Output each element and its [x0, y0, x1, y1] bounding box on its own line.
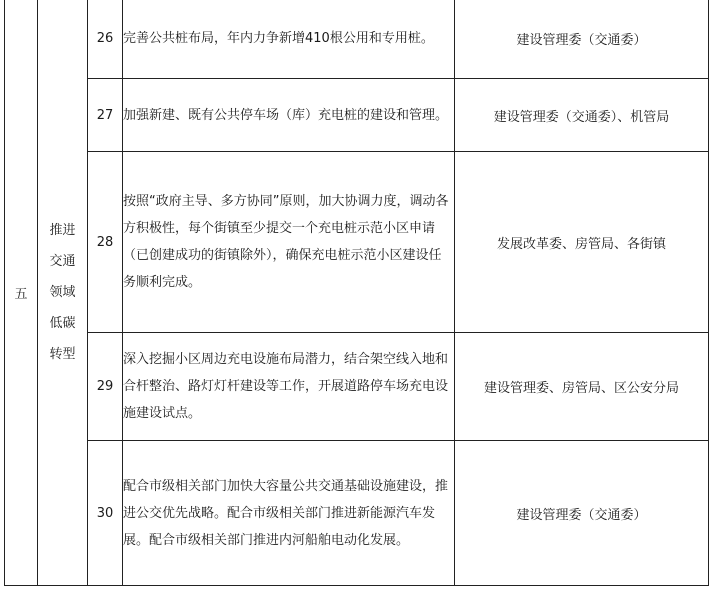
row-description-cell	[123, 79, 455, 152]
row-description-cell	[123, 152, 455, 333]
row-index-cell	[88, 0, 123, 79]
section-category: 推进交通领域低碳转型	[49, 222, 76, 362]
row-department: 发展改革委、房管局、各街镇	[496, 236, 666, 252]
row-department-cell	[455, 79, 709, 152]
row-department-cell	[455, 152, 709, 333]
row-description: 配合市级相关部门加快大容量公共交通基础设施建设，推进公交优先战略。配合市级相关部门推进新能源汽车发展。配合市级相关部门推进内河船舶电动化发展。	[123, 478, 449, 548]
table-row	[5, 441, 709, 586]
table-row	[5, 79, 709, 152]
row-department-cell	[455, 441, 709, 586]
task-table	[4, 0, 709, 586]
row-index-cell	[88, 333, 123, 441]
row-department-cell	[455, 0, 709, 79]
row-index: 28	[96, 234, 114, 250]
section-number-cell	[5, 0, 38, 586]
row-index: 29	[96, 379, 114, 394]
row-description-cell	[123, 333, 455, 441]
row-index-cell	[88, 152, 123, 333]
section-category-cell	[38, 0, 88, 586]
row-index: 30	[96, 505, 114, 521]
row-description-cell	[123, 0, 455, 79]
row-index: 26	[96, 31, 114, 46]
row-description: 完善公共桩布局，年内力争新增410根公用和专用桩。	[123, 31, 434, 46]
row-description: 按照“政府主导、多方协同”原则，加大协调力度，调动各方积极性，每个街镇至少提交一个充电桩示范小区申请（已创建成功的街镇除外），确保充电桩示范小区建设任务顺利完成。	[123, 194, 449, 290]
row-index-cell	[88, 441, 123, 586]
row-department: 建设管理委（交通委）	[516, 507, 647, 523]
row-index-cell	[88, 79, 123, 152]
row-description: 加强新建、既有公共停车场（库）充电桩的建设和管理。	[123, 107, 449, 123]
table-row	[5, 333, 709, 441]
row-department: 建设管理委（交通委）、机管局	[493, 109, 670, 125]
table-row	[5, 0, 709, 79]
row-description: 深入挖掘小区周边充电设施布局潜力，结合架空线入地和合杆整治、路灯灯杆建设等工作，开展道路停车场充电设施建设试点。	[123, 352, 449, 421]
section-number: 五	[14, 286, 28, 302]
row-department-cell	[455, 333, 709, 441]
row-department: 建设管理委（交通委）	[516, 33, 647, 48]
row-index: 27	[96, 107, 114, 123]
row-department: 建设管理委、房管局、区公安分局	[483, 381, 679, 396]
table-row	[5, 152, 709, 333]
row-description-cell	[123, 441, 455, 586]
